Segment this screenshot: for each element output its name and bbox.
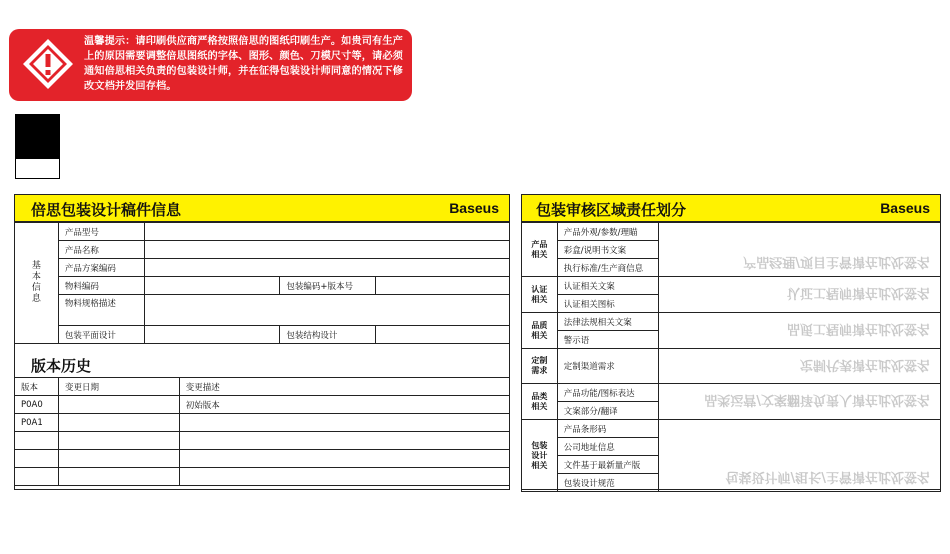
signature-area[interactable]: 品类运营/文案翻译负责人请在此处签名 <box>658 384 940 420</box>
history-row <box>15 468 510 486</box>
review-item: 产品条形码 <box>557 420 658 438</box>
history-title: 版本历史 <box>31 357 92 375</box>
history-header-desc: 变更描述 <box>179 378 509 396</box>
brand-logo: Baseus <box>449 200 499 216</box>
history-date[interactable] <box>58 414 179 432</box>
history-desc[interactable]: 初始版本 <box>179 396 509 414</box>
review-item: 产品功能/图标表达 <box>557 384 658 402</box>
history-table <box>14 377 510 486</box>
warning-text: 温馨提示：请印刷供应商严格按照倍思的图纸印刷生产。如贵司有生产上的原因需要调整倍思图纸的字体、图形、颜色、刀模尺寸等，请必须通知倍思相关负责的包装设计师，并在征得包装设计师同意的情况下修改文档并发回存档。 <box>84 36 403 92</box>
design-info-header <box>15 195 509 222</box>
history-row <box>15 432 510 450</box>
review-responsibility-panel <box>521 194 941 490</box>
history-date[interactable] <box>58 396 179 414</box>
row-label-flat-design: 包装平面设计 <box>58 326 144 344</box>
history-version: P0A0 <box>15 396 59 414</box>
history-version <box>15 468 59 486</box>
history-version <box>15 432 59 450</box>
history-date[interactable] <box>58 432 179 450</box>
spec-value[interactable] <box>144 295 509 326</box>
model-value[interactable] <box>144 223 509 241</box>
history-version: P0A1 <box>15 414 59 432</box>
basic-info-table <box>14 222 510 344</box>
review-item: 法律法规相关文案 <box>557 313 658 331</box>
swatch-white <box>15 158 60 179</box>
history-desc[interactable] <box>179 432 509 450</box>
history-date[interactable] <box>58 468 179 486</box>
review-item: 认证相关文案 <box>557 277 658 295</box>
signature-area[interactable]: 定制代表请在此处签名 <box>658 349 940 384</box>
flat-design-value[interactable] <box>144 326 280 344</box>
name-value[interactable] <box>144 241 509 259</box>
brand-logo: Baseus <box>880 200 930 216</box>
review-item: 公司地址信息 <box>557 438 658 456</box>
pack-code-value[interactable] <box>376 277 510 295</box>
review-table <box>521 222 941 492</box>
panel-title: 包装审核区域责任划分 <box>536 201 687 219</box>
warning-diamond-icon <box>21 37 75 91</box>
row-label-structure: 包装结构设计 <box>280 326 376 344</box>
category-product: 产品相关 <box>522 223 558 277</box>
review-item: 认证相关图标 <box>557 295 658 313</box>
history-version <box>15 450 59 468</box>
history-desc[interactable] <box>179 468 509 486</box>
material-code-value[interactable] <box>144 277 280 295</box>
review-item: 警示语 <box>557 331 658 349</box>
review-item: 执行标准/生产商信息 <box>557 259 658 277</box>
history-row <box>15 396 510 414</box>
category-custom: 定制需求 <box>522 349 558 384</box>
history-header-version: 版本 <box>15 378 59 396</box>
section-label: 基本信息 <box>15 223 59 344</box>
review-item: 包装设计规范 <box>557 474 658 492</box>
history-row <box>15 414 510 432</box>
swatch-black <box>15 114 60 158</box>
signature-area[interactable]: 包装设计师/组长/主管请在此处签名 <box>658 420 940 492</box>
review-item: 文案部分/翻译 <box>557 402 658 420</box>
category-category: 品类相关 <box>522 384 558 420</box>
history-desc[interactable] <box>179 414 509 432</box>
history-date[interactable] <box>58 450 179 468</box>
history-header-date: 变更日期 <box>58 378 179 396</box>
review-item: 定制渠道需求 <box>557 349 658 384</box>
signature-area[interactable]: 品质工程师请在此处签名 <box>658 313 940 349</box>
row-label-material-code: 物料编码 <box>58 277 144 295</box>
signature-area[interactable]: 认证工程师请在此处签名 <box>658 277 940 313</box>
warning-banner <box>9 29 412 101</box>
row-label-model: 产品型号 <box>58 223 144 241</box>
signature-area[interactable]: 产品经理/项目主管请在此处签名 <box>658 223 940 277</box>
panel-title: 倍思包装设计稿件信息 <box>31 201 182 219</box>
history-desc[interactable] <box>179 450 509 468</box>
category-certification: 认证相关 <box>522 277 558 313</box>
row-label-pack-code: 包装编码+版本号 <box>280 277 376 295</box>
scheme-value[interactable] <box>144 259 509 277</box>
review-item: 文件基于最新量产版 <box>557 456 658 474</box>
row-label-name: 产品名称 <box>58 241 144 259</box>
review-item: 产品外观/参数/理瞄 <box>557 223 658 241</box>
category-packaging: 包装设计相关 <box>522 420 558 492</box>
row-label-scheme: 产品方案编码 <box>58 259 144 277</box>
row-label-spec: 物料规格描述 <box>58 295 144 326</box>
review-header <box>522 195 940 222</box>
category-quality: 品质相关 <box>522 313 558 349</box>
color-swatch <box>15 114 60 179</box>
review-item: 彩盒/说明书文案 <box>557 241 658 259</box>
design-info-panel <box>14 194 510 490</box>
history-row <box>15 450 510 468</box>
structure-value[interactable] <box>376 326 510 344</box>
